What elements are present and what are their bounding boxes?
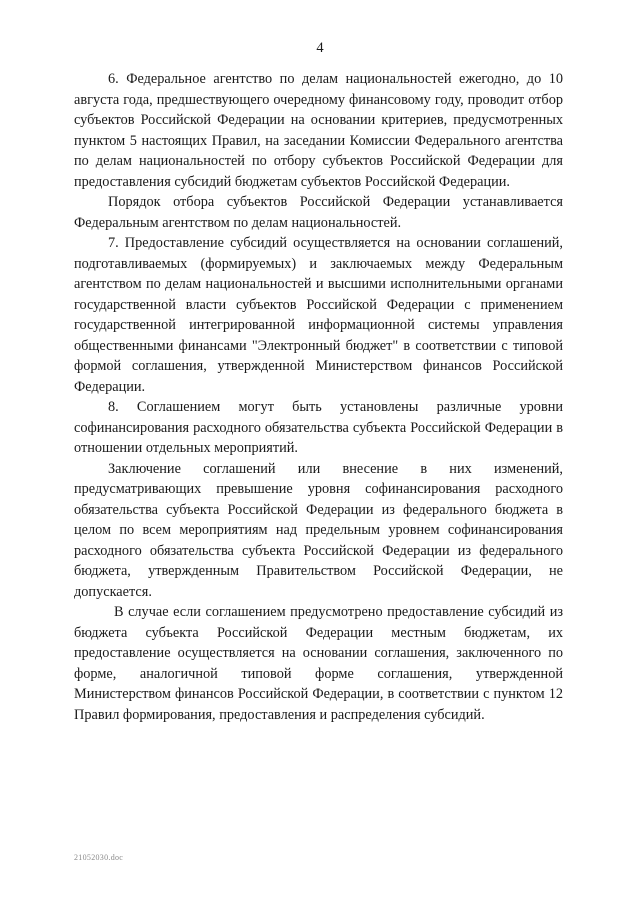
paragraph-6-procedure: Порядок отбора субъектов Российской Федерации устанавливается Федеральным агентством по делам национальностей. xyxy=(74,194,563,231)
paragraph-7: 7. Предоставление субсидий осуществляется на основании соглашений, подготавливаемых (формируемых) и заключаемых между Федеральным агентством по делам национальностей и высшими исполнительными органами государственной власти субъектов Российской Федерации с применением государственной интегрированной информационной системы управления общественными финансами "Электронный бюджет" в соответствии с типовой формой соглашения, утвержденной Министерством финансов Российской Федерации. xyxy=(74,235,563,395)
document-body xyxy=(74,69,563,725)
paragraph-8-local-budgets: В случае если соглашением предусмотрено предоставление субсидий из бюджета субъекта Российской Федерации местным бюджетам, их предоставление осуществляется на основании соглашения, заключенного по форме, аналогичной типовой форме соглашения, утвержденной Министерством финансов Российской Федерации, в соответствии с пунктом 12 Правил формирования, предоставления и распределения субсидий. xyxy=(74,604,563,723)
page-number: 4 xyxy=(316,40,324,56)
paragraph-8: 8. Соглашением могут быть установлены различные уровни софинансирования расходного обязательства субъекта Российской Федерации в отношении отдельных мероприятий. xyxy=(74,399,563,456)
paragraph-6: 6. Федеральное агентство по делам национальностей ежегодно, до 10 августа года, предшествующего очередному финансовому году, проводит отбор субъектов Российской Федерации на основании критериев, предусмотренных пунктом 5 настоящих Правил, на заседании Комиссии Федерального агентства по делам национальностей по отбору субъектов Российской Федерации для предоставления субсидий бюджетам субъектов Российской Федерации. xyxy=(74,71,563,190)
footer-document-code: 21052030.doc xyxy=(74,853,124,862)
paragraph-8-restriction: Заключение соглашений или внесение в них изменений, предусматривающих превышение уровня софинансирования расходного обязательства субъекта Российской Федерации из федерального бюджета в целом по всем мероприятиям над предельным уровнем софинансирования расходного обязательства субъекта Российской Федерации из федерального бюджета, утвержденным Правительством Российской Федерации, не допускается. xyxy=(74,460,563,600)
